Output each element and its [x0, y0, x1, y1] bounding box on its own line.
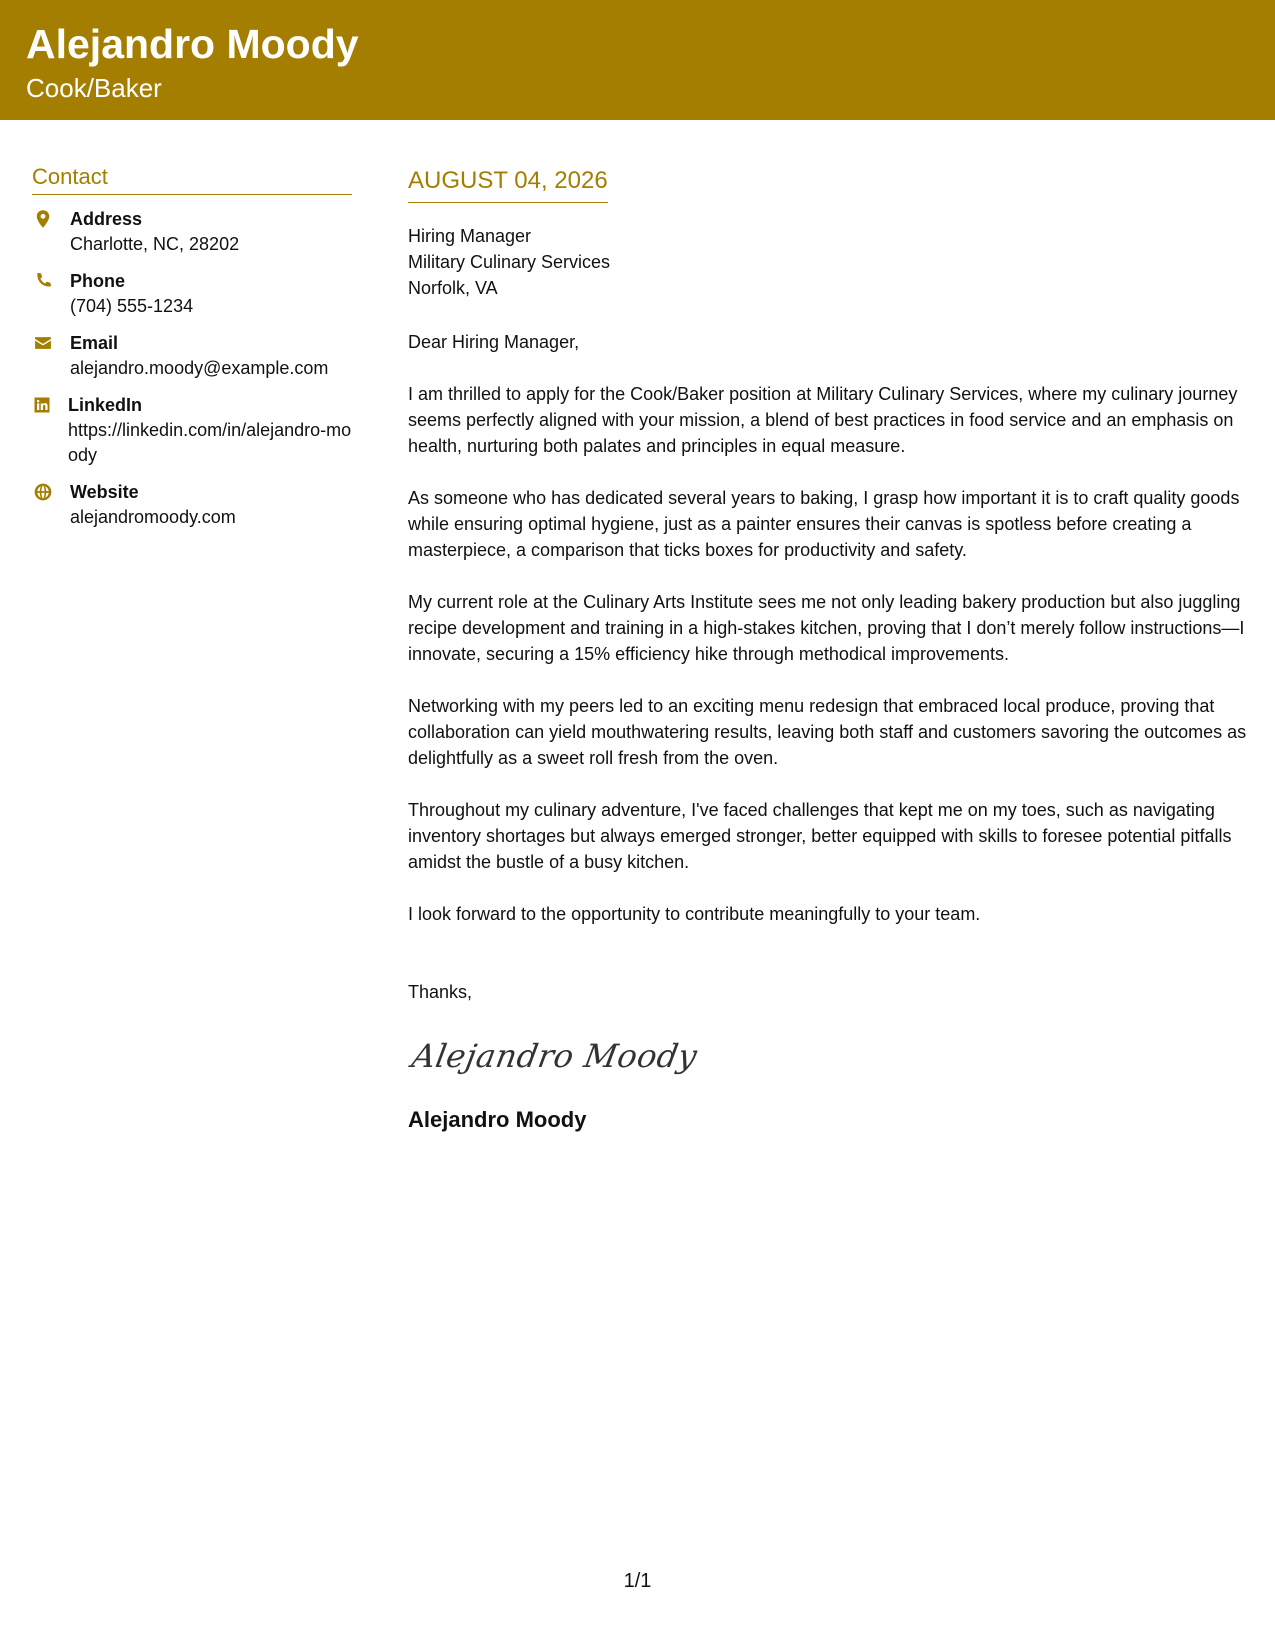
recipient-block	[408, 223, 1253, 301]
recipient-company: Military Culinary Services	[408, 251, 611, 272]
header-banner	[0, 0, 1275, 120]
website-value[interactable]: alejandromoody.com	[70, 507, 236, 528]
job-title: Cook/Baker	[26, 73, 162, 103]
contact-heading: Contact	[32, 164, 352, 195]
contact-item-phone	[32, 269, 352, 319]
contact-label: Website	[70, 482, 139, 503]
contact-label: LinkedIn	[68, 395, 143, 416]
handwritten-signature: Alejandro Moody	[409, 1036, 701, 1075]
recipient-location: Norfolk, VA	[408, 277, 498, 298]
contact-item-website	[32, 480, 352, 530]
contact-item-address	[32, 207, 352, 257]
paragraph: Networking with my peers led to an exciting menu redesign that embraced local produce, proving that collaboration can yield mouthwatering results, leaving both staff and customers savoring the outcomes as delightfully as a sweet roll fresh from the oven.	[408, 695, 1247, 768]
contact-label: Phone	[70, 271, 126, 292]
linkedin-icon	[32, 394, 52, 416]
greeting: Dear Hiring Manager,	[408, 331, 580, 352]
applicant-name: Alejandro Moody	[26, 21, 359, 67]
signer-name: Alejandro Moody	[408, 1106, 587, 1132]
envelope-icon	[32, 332, 54, 354]
letter-date: AUGUST 04, 2026	[408, 167, 608, 203]
contact-list	[32, 207, 352, 530]
contact-sidebar	[32, 164, 352, 542]
phone-value: (704) 555-1234	[70, 296, 194, 317]
contact-item-email	[32, 331, 352, 381]
paragraph: I am thrilled to apply for the Cook/Baker position at Military Culinary Services, where my culinary journey seems perfectly aligned with your mission, a blend of best practices in food service and an emphasis on health, nurturing both palates and principles in equal measure.	[408, 383, 1238, 456]
recipient-title: Hiring Manager	[408, 225, 532, 246]
globe-icon	[32, 481, 54, 503]
page-number: 1/1	[623, 1570, 652, 1592]
phone-icon	[32, 270, 54, 292]
email-value[interactable]: alejandro.moody@example.com	[70, 358, 329, 379]
contact-item-linkedin	[32, 393, 352, 468]
linkedin-value[interactable]: https://linkedin.com/in/alejandro-moody	[68, 420, 352, 466]
contact-label: Address	[70, 209, 143, 230]
address-value: Charlotte, NC, 28202	[70, 234, 240, 255]
map-pin-icon	[32, 208, 54, 230]
letter-body	[408, 167, 1253, 1133]
paragraph: Throughout my culinary adventure, I've faced challenges that kept me on my toes, such as navigating inventory shortages but always emerged stronger, better equipped with skills to foresee potential pitfalls amidst the bustle of a busy kitchen.	[408, 799, 1232, 872]
paragraph: I look forward to the opportunity to contribute meaningfully to your team.	[408, 903, 981, 924]
contact-label: Email	[70, 333, 119, 354]
paragraph: My current role at the Culinary Arts Institute sees me not only leading bakery production but also juggling recipe development and training in a high-stakes kitchen, proving that I don’t merely follow instructions—I innovate, securing a 15% efficiency hike through methodical improvements.	[408, 591, 1245, 664]
closing: Thanks,	[408, 981, 473, 1002]
paragraph: As someone who has dedicated several years to baking, I grasp how important it is to craft quality goods while ensuring optimal hygiene, just as a painter ensures their canvas is spotless before creating a masterpiece, a comparison that ticks boxes for productivity and safety.	[408, 487, 1240, 560]
